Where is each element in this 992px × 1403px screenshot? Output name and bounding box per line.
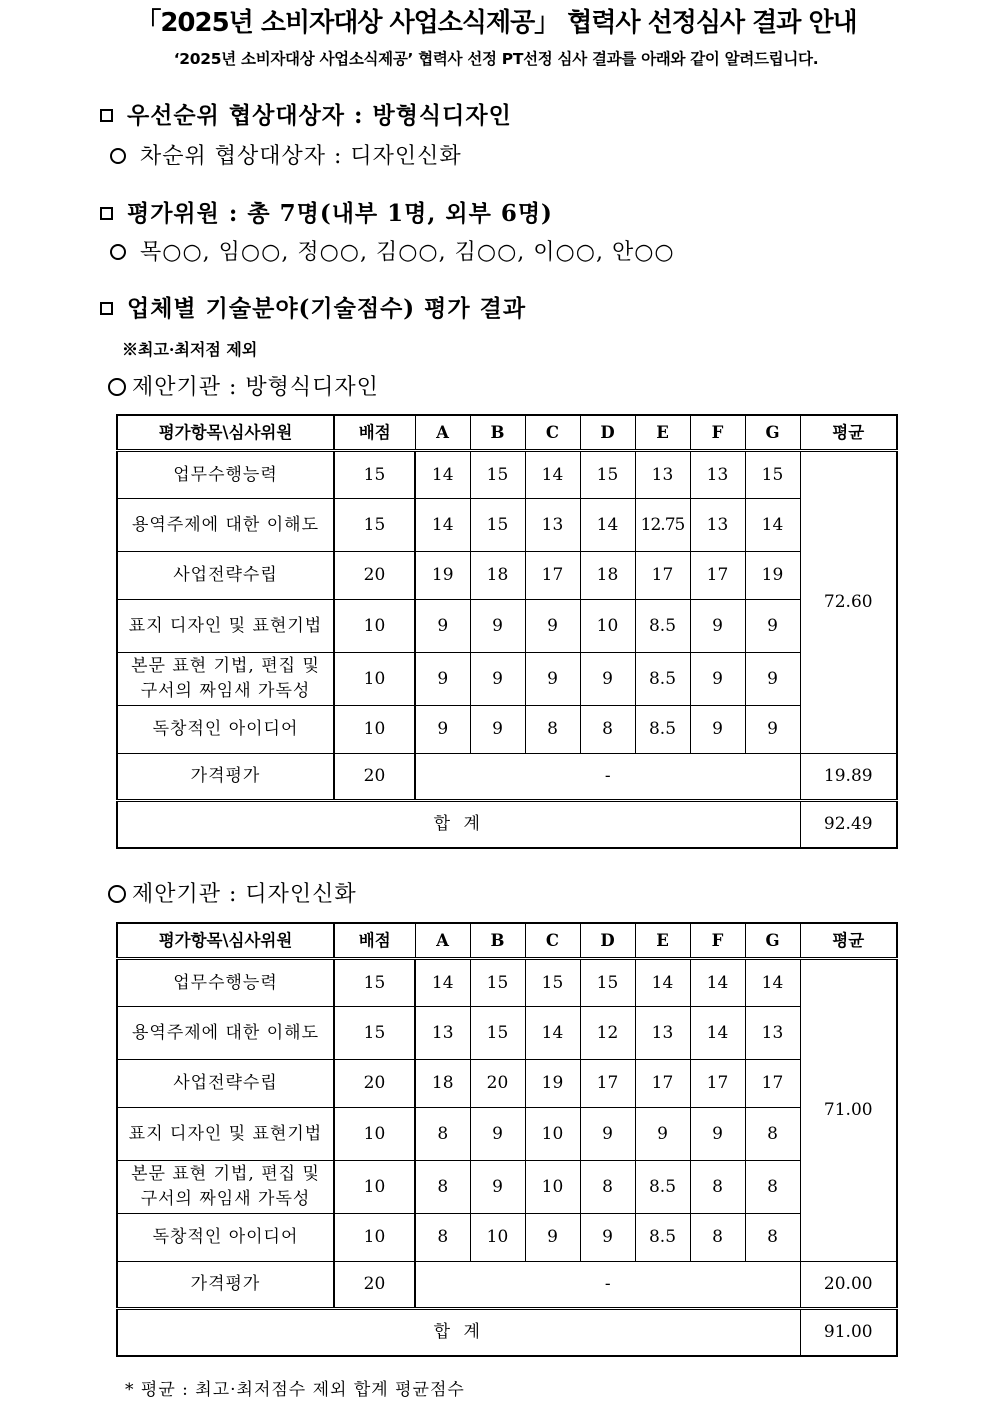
document-title: 「2025년 소비자대상 사업소식제공」 협력사 선정심사 결과 안내 bbox=[135, 8, 857, 38]
price-label: 가격평가 bbox=[117, 754, 334, 801]
table-row bbox=[117, 1060, 897, 1108]
judge-score: 12.75 bbox=[635, 499, 690, 552]
judge-score: 8 bbox=[580, 1161, 635, 1214]
total-row bbox=[117, 801, 897, 848]
separator: , bbox=[438, 240, 455, 265]
judge-score: 8 bbox=[580, 706, 635, 754]
judge-score: 13 bbox=[690, 451, 745, 499]
separator: , bbox=[359, 240, 376, 265]
square-bullet-icon bbox=[100, 302, 113, 315]
committee-member: 안○○ bbox=[611, 240, 675, 265]
judge-score: 8 bbox=[415, 1161, 470, 1214]
judge-score: 9 bbox=[415, 706, 470, 754]
company-2-label-line bbox=[108, 877, 357, 908]
judge-score: 9 bbox=[580, 1108, 635, 1161]
max-points: 10 bbox=[334, 1214, 415, 1262]
judge-score: 14 bbox=[745, 959, 800, 1007]
judge-score: 18 bbox=[415, 1060, 470, 1108]
max-points: 15 bbox=[334, 1007, 415, 1060]
evaluation-item: 본문 표현 기법, 편집 및 구서의 짜임새 가독성 bbox=[117, 653, 334, 706]
table-row bbox=[117, 552, 897, 600]
priority-text: 우선순위 협상대상자 : 방형식디자인 bbox=[127, 102, 512, 129]
judge-score: 14 bbox=[690, 1007, 745, 1060]
max-points: 15 bbox=[334, 451, 415, 499]
judge-score: 15 bbox=[470, 451, 525, 499]
price-label: 가격평가 bbox=[117, 1262, 334, 1309]
footnote: * 평균 : 최고·최저점수 제외 합계 평균점수 bbox=[125, 1380, 465, 1400]
judge-score: 9 bbox=[635, 1108, 690, 1161]
committee-heading bbox=[100, 195, 553, 228]
results-heading bbox=[100, 290, 526, 323]
separator: , bbox=[281, 240, 298, 265]
separator: , bbox=[595, 240, 612, 265]
judge-score: 9 bbox=[525, 600, 580, 653]
circle-bullet-icon bbox=[108, 378, 126, 396]
judge-score: 9 bbox=[745, 706, 800, 754]
column-header: G bbox=[745, 923, 800, 959]
judge-score: 13 bbox=[635, 1007, 690, 1060]
column-header: C bbox=[525, 923, 580, 959]
committee-members bbox=[110, 235, 675, 266]
judge-score: 8 bbox=[415, 1214, 470, 1262]
table-row bbox=[117, 653, 897, 706]
judge-score: 18 bbox=[580, 552, 635, 600]
judge-score: 9 bbox=[470, 1161, 525, 1214]
evaluation-item: 업무수행능력 bbox=[117, 451, 334, 499]
table-row bbox=[117, 1161, 897, 1214]
judge-score: 14 bbox=[580, 499, 635, 552]
judge-score: 17 bbox=[580, 1060, 635, 1108]
judge-score: 9 bbox=[690, 1108, 745, 1161]
column-header: 평균 bbox=[800, 923, 897, 959]
judge-score: 15 bbox=[470, 499, 525, 552]
judge-score: 9 bbox=[470, 1108, 525, 1161]
judge-score: 15 bbox=[580, 451, 635, 499]
judge-score: 8 bbox=[690, 1161, 745, 1214]
column-header: A bbox=[415, 923, 470, 959]
judge-score: 14 bbox=[415, 959, 470, 1007]
column-header: 평균 bbox=[800, 415, 897, 451]
judge-score: 8 bbox=[415, 1108, 470, 1161]
evaluation-item: 독창적인 아이디어 bbox=[117, 1214, 334, 1262]
judge-score: 19 bbox=[525, 1060, 580, 1108]
judge-score: 9 bbox=[690, 600, 745, 653]
table-row bbox=[117, 451, 897, 499]
square-bullet-icon bbox=[100, 109, 113, 122]
judge-score: 8.5 bbox=[635, 706, 690, 754]
score-table-company-2 bbox=[116, 922, 898, 1357]
judge-score: 17 bbox=[690, 1060, 745, 1108]
separator: , bbox=[517, 240, 534, 265]
judge-score: 13 bbox=[415, 1007, 470, 1060]
company-2-label: 제안기관 : 디자인신화 bbox=[132, 882, 357, 907]
judge-score: 17 bbox=[525, 552, 580, 600]
max-points: 10 bbox=[334, 1161, 415, 1214]
evaluation-item: 본문 표현 기법, 편집 및 구서의 짜임새 가독성 bbox=[117, 1161, 334, 1214]
judge-score: 9 bbox=[690, 653, 745, 706]
judge-score: 14 bbox=[635, 959, 690, 1007]
judge-score: 8.5 bbox=[635, 1161, 690, 1214]
table-row bbox=[117, 1108, 897, 1161]
judge-score: 9 bbox=[415, 600, 470, 653]
judge-score: 9 bbox=[470, 706, 525, 754]
technical-average: 71.00 bbox=[800, 959, 897, 1262]
judge-score: 9 bbox=[525, 1214, 580, 1262]
judge-score: 19 bbox=[415, 552, 470, 600]
judge-score: 10 bbox=[525, 1161, 580, 1214]
judge-score: 9 bbox=[525, 653, 580, 706]
max-points: 20 bbox=[334, 1060, 415, 1108]
total-score: 91.00 bbox=[800, 1309, 897, 1356]
evaluation-item: 업무수행능력 bbox=[117, 959, 334, 1007]
judge-score: 13 bbox=[690, 499, 745, 552]
judge-score: 8.5 bbox=[635, 600, 690, 653]
judge-score: 18 bbox=[470, 552, 525, 600]
evaluation-item: 표지 디자인 및 표현기법 bbox=[117, 1108, 334, 1161]
column-header: 평가항목\심사위원 bbox=[117, 415, 334, 451]
judge-score: 8.5 bbox=[635, 653, 690, 706]
table-header-row bbox=[117, 415, 897, 451]
judge-score: 17 bbox=[690, 552, 745, 600]
separator: , bbox=[202, 240, 219, 265]
judge-score: 14 bbox=[745, 499, 800, 552]
company-1-label-line bbox=[108, 370, 379, 401]
column-header: B bbox=[470, 923, 525, 959]
judge-score: 9 bbox=[745, 600, 800, 653]
table-row bbox=[117, 499, 897, 552]
judge-score: 15 bbox=[525, 959, 580, 1007]
judge-score: 15 bbox=[470, 1007, 525, 1060]
company-1-label: 제안기관 : 방형식디자인 bbox=[132, 375, 379, 400]
evaluation-item: 용역주제에 대한 이해도 bbox=[117, 499, 334, 552]
committee-member: 정○○ bbox=[297, 240, 360, 265]
judge-score: 14 bbox=[415, 451, 470, 499]
judge-score: 8 bbox=[745, 1214, 800, 1262]
committee-member: 임○○ bbox=[218, 240, 282, 265]
price-row bbox=[117, 754, 897, 801]
technical-average: 72.60 bbox=[800, 451, 897, 754]
price-dash: - bbox=[415, 754, 800, 801]
judge-score: 10 bbox=[470, 1214, 525, 1262]
max-points: 15 bbox=[334, 959, 415, 1007]
max-points: 10 bbox=[334, 600, 415, 653]
max-points: 15 bbox=[334, 499, 415, 552]
circle-bullet-icon bbox=[110, 244, 126, 260]
column-header: D bbox=[580, 923, 635, 959]
price-points: 20 bbox=[334, 754, 415, 801]
max-points: 10 bbox=[334, 1108, 415, 1161]
max-points: 20 bbox=[334, 552, 415, 600]
judge-score: 15 bbox=[580, 959, 635, 1007]
judge-score: 10 bbox=[580, 600, 635, 653]
table-row bbox=[117, 706, 897, 754]
column-header: F bbox=[690, 923, 745, 959]
evaluation-item: 독창적인 아이디어 bbox=[117, 706, 334, 754]
secondary-line bbox=[110, 139, 462, 170]
judge-score: 8 bbox=[690, 1214, 745, 1262]
column-header: 평가항목\심사위원 bbox=[117, 923, 334, 959]
judge-score: 14 bbox=[415, 499, 470, 552]
square-bullet-icon bbox=[100, 207, 113, 220]
judge-score: 9 bbox=[580, 653, 635, 706]
judge-score: 15 bbox=[470, 959, 525, 1007]
judge-score: 14 bbox=[525, 451, 580, 499]
results-title: 업체별 기술분야(기술점수) 평가 결과 bbox=[127, 295, 527, 322]
results-note: ※최고·최저점 제외 bbox=[122, 340, 258, 359]
priority-heading bbox=[100, 97, 512, 130]
column-header: 배점 bbox=[334, 415, 415, 451]
score-table-company-1 bbox=[116, 414, 898, 849]
judge-score: 20 bbox=[470, 1060, 525, 1108]
judge-score: 19 bbox=[745, 552, 800, 600]
committee-member: 김○○ bbox=[454, 240, 518, 265]
judge-score: 13 bbox=[525, 499, 580, 552]
judge-score: 14 bbox=[690, 959, 745, 1007]
document-subtitle: ‘2025년 소비자대상 사업소식제공’ 협력사 선정 PT선정 심사 결과를 아래와 같이 알려드립니다. bbox=[173, 50, 819, 68]
judge-score: 17 bbox=[745, 1060, 800, 1108]
table-row bbox=[117, 1214, 897, 1262]
table-header-row bbox=[117, 923, 897, 959]
judge-score: 15 bbox=[745, 451, 800, 499]
judge-score: 17 bbox=[635, 552, 690, 600]
judge-score: 9 bbox=[580, 1214, 635, 1262]
judge-score: 13 bbox=[635, 451, 690, 499]
committee-member: 목○○ bbox=[140, 240, 203, 265]
circle-bullet-icon bbox=[110, 148, 126, 164]
column-header: 배점 bbox=[334, 923, 415, 959]
table-row bbox=[117, 600, 897, 653]
judge-score: 8 bbox=[745, 1161, 800, 1214]
judge-score: 8.5 bbox=[635, 1214, 690, 1262]
column-header: B bbox=[470, 415, 525, 451]
judge-score: 9 bbox=[470, 653, 525, 706]
judge-score: 9 bbox=[690, 706, 745, 754]
column-header: A bbox=[415, 415, 470, 451]
column-header: C bbox=[525, 415, 580, 451]
price-score: 20.00 bbox=[800, 1262, 897, 1309]
judge-score: 13 bbox=[745, 1007, 800, 1060]
table-row bbox=[117, 1007, 897, 1060]
judge-score: 10 bbox=[525, 1108, 580, 1161]
judge-score: 9 bbox=[470, 600, 525, 653]
committee-title: 평가위원 : 총 7명(내부 1명, 외부 6명) bbox=[127, 200, 553, 227]
price-dash: - bbox=[415, 1262, 800, 1309]
evaluation-item: 사업전략수립 bbox=[117, 552, 334, 600]
evaluation-item: 표지 디자인 및 표현기법 bbox=[117, 600, 334, 653]
column-header: E bbox=[635, 923, 690, 959]
committee-member: 이○○ bbox=[533, 240, 596, 265]
price-score: 19.89 bbox=[800, 754, 897, 801]
judge-score: 9 bbox=[745, 653, 800, 706]
max-points: 10 bbox=[334, 706, 415, 754]
column-header: F bbox=[690, 415, 745, 451]
column-header: E bbox=[635, 415, 690, 451]
judge-score: 9 bbox=[415, 653, 470, 706]
circle-bullet-icon bbox=[108, 885, 126, 903]
judge-score: 8 bbox=[745, 1108, 800, 1161]
total-score: 92.49 bbox=[800, 801, 897, 848]
evaluation-item: 용역주제에 대한 이해도 bbox=[117, 1007, 334, 1060]
price-row bbox=[117, 1262, 897, 1309]
total-label: 합 계 bbox=[117, 801, 800, 848]
max-points: 10 bbox=[334, 653, 415, 706]
judge-score: 17 bbox=[635, 1060, 690, 1108]
evaluation-item: 사업전략수립 bbox=[117, 1060, 334, 1108]
judge-score: 14 bbox=[525, 1007, 580, 1060]
total-row bbox=[117, 1309, 897, 1356]
judge-score: 12 bbox=[580, 1007, 635, 1060]
committee-member-list bbox=[140, 240, 675, 265]
price-points: 20 bbox=[334, 1262, 415, 1309]
total-label: 합 계 bbox=[117, 1309, 800, 1356]
committee-member: 김○○ bbox=[375, 240, 439, 265]
column-header: G bbox=[745, 415, 800, 451]
judge-score: 8 bbox=[525, 706, 580, 754]
column-header: D bbox=[580, 415, 635, 451]
secondary-text: 차순위 협상대상자 : 디자인신화 bbox=[140, 144, 462, 169]
table-row bbox=[117, 959, 897, 1007]
